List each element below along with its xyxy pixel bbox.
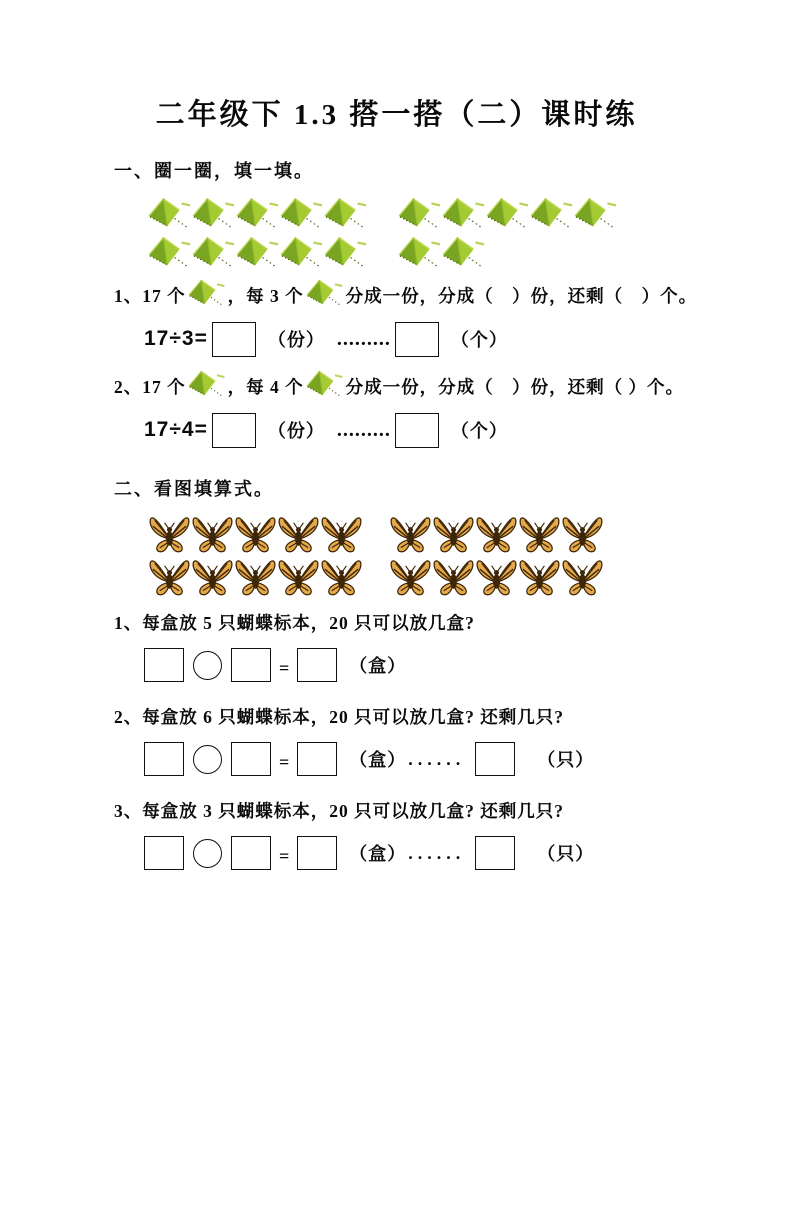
operator-circle[interactable] <box>193 745 222 774</box>
unit-label-pieces: （个） <box>450 330 508 350</box>
zongzi-icon <box>324 197 368 230</box>
operator-circle[interactable] <box>193 651 222 680</box>
question-fragment: 17 个 <box>142 376 186 397</box>
answer-box-quotient[interactable] <box>212 322 256 357</box>
unit-label-boxes: （盒） <box>349 750 407 770</box>
question-number: 1、 <box>114 613 143 633</box>
s1-equation-1 <box>144 318 703 360</box>
zongzi-icon <box>280 197 324 230</box>
butterfly-icon <box>389 515 432 555</box>
question-number: 2、 <box>114 376 143 397</box>
butterfly-icon <box>191 515 234 555</box>
worksheet-page <box>0 92 793 1214</box>
remainder-dots: ...... <box>408 842 466 863</box>
butterfly-icon <box>561 558 604 598</box>
zongzi-icon <box>398 197 442 230</box>
operator-circle[interactable] <box>193 839 222 868</box>
dumpling-image-grid <box>148 197 703 269</box>
equals-sign: = <box>279 657 290 678</box>
remainder-dots: ......... <box>336 418 391 441</box>
question-fragment: 分成一份，分成（ ）份，还剩（ ）个。 <box>345 376 684 397</box>
butterfly-icon <box>148 515 191 555</box>
zongzi-icon <box>306 279 344 307</box>
zongzi-icon <box>148 236 192 269</box>
zongzi-icon <box>574 197 618 230</box>
question-fragment: 每盒放 5 只蝴蝶标本，20 只可以放几盒? <box>142 613 475 633</box>
zongzi-icon <box>192 197 236 230</box>
s2-question-3-text <box>114 798 703 823</box>
operand-box-1[interactable] <box>144 836 184 870</box>
zongzi-icon <box>188 370 226 398</box>
question-fragment: 17 个 <box>142 285 186 306</box>
operand-box-2[interactable] <box>231 648 271 682</box>
zongzi-icon <box>280 236 324 269</box>
answer-box-remainder[interactable] <box>395 322 439 357</box>
s2-equation-3 <box>144 832 703 874</box>
zongzi-icon <box>192 236 236 269</box>
s2-equation-1 <box>144 644 703 686</box>
butterfly-icon <box>475 558 518 598</box>
butterfly-icon <box>277 515 320 555</box>
zongzi-icon <box>236 236 280 269</box>
question-number: 3、 <box>114 801 143 821</box>
butterfly-icon <box>561 515 604 555</box>
butterfly-icon <box>234 515 277 555</box>
zongzi-icon <box>188 279 226 307</box>
s1-equation-2 <box>144 409 703 451</box>
zongzi-icon <box>442 197 486 230</box>
butterfly-icon <box>432 515 475 555</box>
question-fragment: 分成一份，分成（ ）份，还剩（ ）个。 <box>345 285 698 306</box>
s1-question-2-text <box>114 372 703 400</box>
butterfly-icon <box>320 558 363 598</box>
result-box[interactable] <box>297 742 337 776</box>
unit-label-shares: （份） <box>267 421 325 441</box>
butterfly-icon <box>277 558 320 598</box>
zongzi-icon <box>530 197 574 230</box>
page-title: 二年级下 1.3 搭一搭（二）课时练 <box>155 99 638 131</box>
zongzi-icon <box>236 197 280 230</box>
unit-label-pieces: （只） <box>537 844 595 864</box>
question-fragment: 每盒放 3 只蝴蝶标本，20 只可以放几盒? 还剩几只? <box>142 801 564 821</box>
result-box[interactable] <box>297 836 337 870</box>
operand-box-2[interactable] <box>231 742 271 776</box>
unit-label-boxes: （盒） <box>349 656 407 676</box>
operand-box-2[interactable] <box>231 836 271 870</box>
question-fragment: ，每 3 个 <box>227 285 304 306</box>
unit-label-boxes: （盒） <box>349 844 407 864</box>
section-one-heading: 一、圈一圈，填一填。 <box>114 161 314 181</box>
s2-question-2-text <box>114 704 703 729</box>
zongzi-icon <box>442 236 486 269</box>
zongzi-icon <box>148 197 192 230</box>
s2-equation-2 <box>144 738 703 780</box>
unit-label-pieces: （个） <box>450 421 508 441</box>
question-fragment: ，每 4 个 <box>227 376 304 397</box>
zongzi-icon <box>486 197 530 230</box>
answer-box-quotient[interactable] <box>212 413 256 448</box>
butterfly-icon <box>234 558 277 598</box>
remainder-dots: ......... <box>336 327 391 350</box>
equation-expression: 17÷3= <box>144 327 208 350</box>
operand-box-1[interactable] <box>144 648 184 682</box>
butterfly-icon <box>432 558 475 598</box>
butterfly-icon <box>475 515 518 555</box>
unit-label-shares: （份） <box>267 330 325 350</box>
equals-sign: = <box>279 751 290 772</box>
section-two-heading: 二、看图填算式。 <box>114 479 274 499</box>
unit-label-pieces: （只） <box>537 750 595 770</box>
butterfly-icon <box>191 558 234 598</box>
zongzi-icon <box>306 370 344 398</box>
butterfly-image-grid <box>148 515 703 598</box>
equals-sign: = <box>279 845 290 866</box>
question-number: 2、 <box>114 707 143 727</box>
butterfly-icon <box>320 515 363 555</box>
result-box[interactable] <box>297 648 337 682</box>
butterfly-icon <box>518 515 561 555</box>
remainder-box[interactable] <box>475 836 515 870</box>
question-fragment: 每盒放 6 只蝴蝶标本，20 只可以放几盒? 还剩几只? <box>142 707 564 727</box>
butterfly-icon <box>389 558 432 598</box>
remainder-box[interactable] <box>475 742 515 776</box>
zongzi-icon <box>398 236 442 269</box>
s2-question-1-text <box>114 610 703 635</box>
answer-box-remainder[interactable] <box>395 413 439 448</box>
equation-expression: 17÷4= <box>144 418 208 441</box>
zongzi-icon <box>324 236 368 269</box>
butterfly-icon <box>518 558 561 598</box>
remainder-dots: ...... <box>408 748 466 769</box>
question-number: 1、 <box>114 285 143 306</box>
s1-question-1-text <box>114 281 703 309</box>
butterfly-icon <box>148 558 191 598</box>
operand-box-1[interactable] <box>144 742 184 776</box>
